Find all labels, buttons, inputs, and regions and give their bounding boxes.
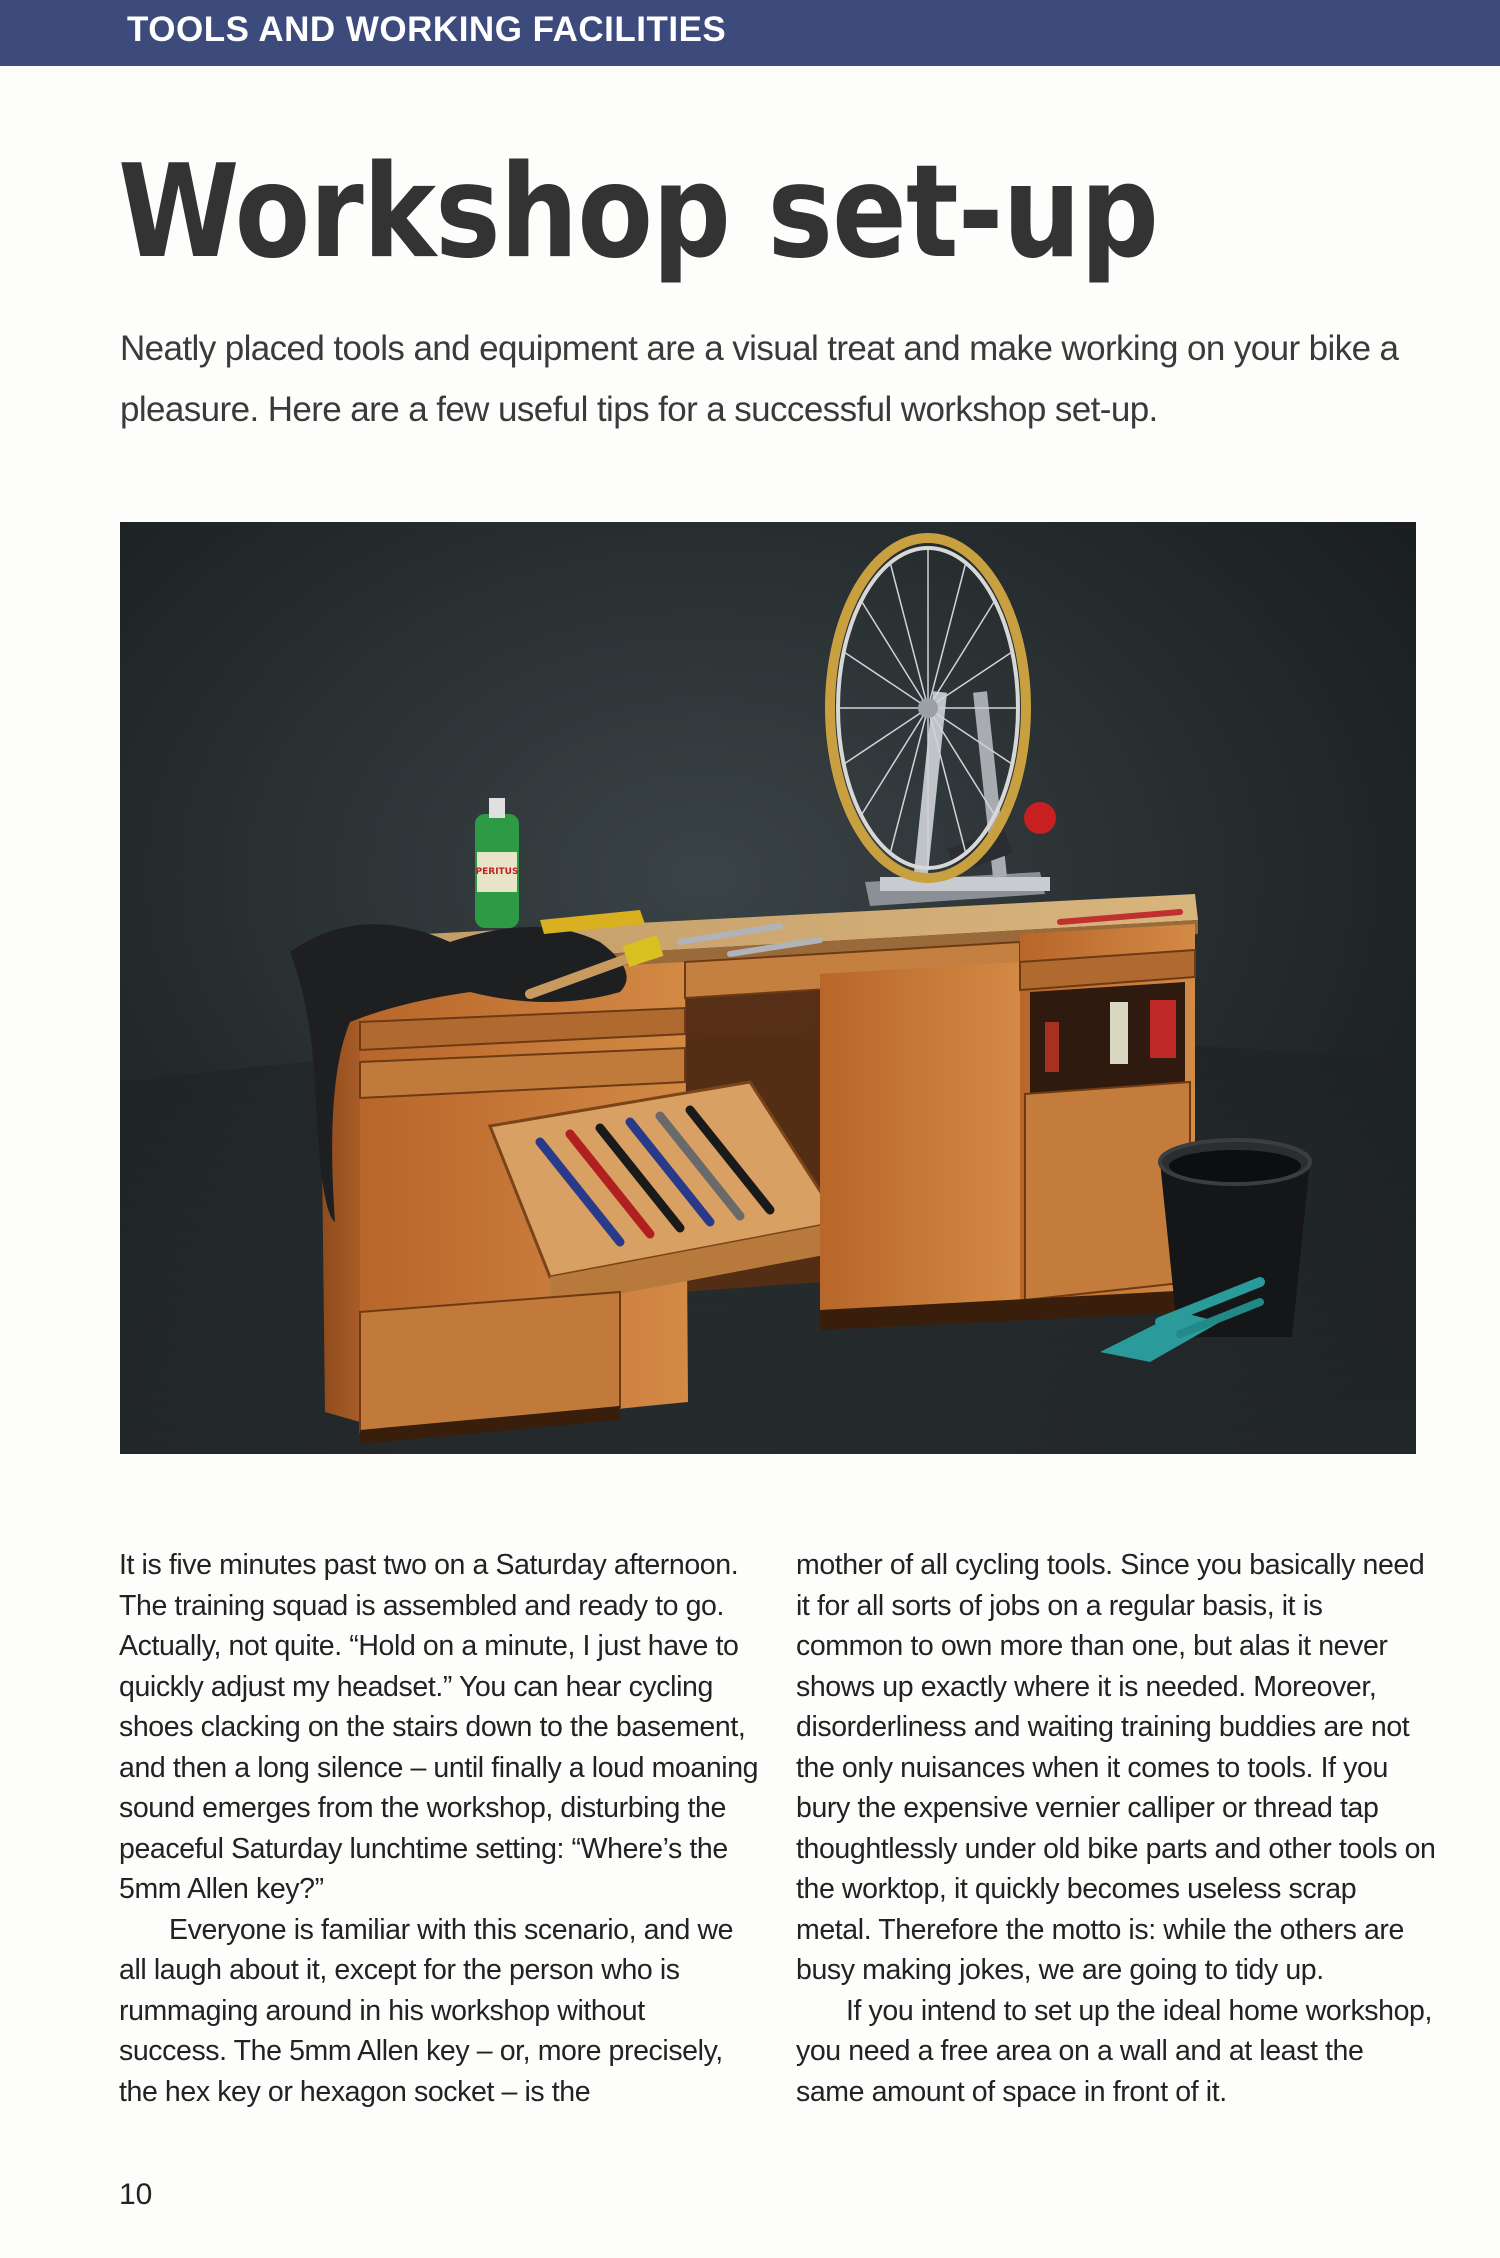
page-title: Workshop set-up xyxy=(118,138,1159,287)
green-bottle xyxy=(475,798,519,928)
bottle-label-text: PERITUS xyxy=(475,867,519,877)
section-label: TOOLS AND WORKING FACILITIES xyxy=(127,10,727,49)
shelf-bottle-white xyxy=(1110,1002,1128,1064)
shelf-bottle-small xyxy=(1045,1022,1059,1072)
body-paragraph: mother of all cycling tools. Since you basically need it for all sorts of jobs on a regular basis, it is common to own more than one, but alas it never shows up exactly where it is needed. Moreover, disorderliness and waiting training buddies are not the only nuisances when it comes to tools. If you bury the expensive vernier calliper or thread tap thoughtlessly under old bike parts and other tools on the worktop, it quickly becomes useless scrap metal. Therefore the motto is: while the others are busy making jokes, we are going to tidy up. xyxy=(796,1549,1436,1986)
body-paragraph: Everyone is familiar with this scenario, and we all laugh about it, except for the person who is rummaging around in his workshop without success. The 5mm Allen key – or, more precisely, the hex key or hexagon socket – is the xyxy=(119,1913,734,2108)
page-number: 10 xyxy=(119,2178,153,2211)
workshop-photo xyxy=(120,522,1416,1454)
body-paragraph: It is five minutes past two on a Saturday afternoon. The training squad is assembled and ready to go. Actually, not quite. “Hold on a minute, I just have to quickly adjust my headset.” You can hear cycling shoes clacking on the stairs down to the basement, and then a long silence – until finally a loud moaning sound emerges from the workshop, disturbing the peaceful Saturday lunchtime setting: “Where’s the 5mm Allen key?” xyxy=(119,1549,759,1905)
body-column-right xyxy=(796,1545,1436,2112)
waste-bin xyxy=(1160,1140,1310,1337)
intro-paragraph: Neatly placed tools and equipment are a visual treat and make working on your bike a pleasure. Here are a few useful tips for a successful workshop set-up. xyxy=(120,329,1399,429)
shelf-can-red xyxy=(1150,1000,1176,1058)
section-header-bar xyxy=(0,0,1500,66)
bicycle-wheel xyxy=(830,538,1026,878)
body-column-left xyxy=(119,1545,759,2112)
right-pedestal-inner xyxy=(820,962,1020,1312)
body-paragraph: If you intend to set up the ideal home workshop, you need a free area on a wall and at least the same amount of space in front of it. xyxy=(796,1994,1433,2108)
